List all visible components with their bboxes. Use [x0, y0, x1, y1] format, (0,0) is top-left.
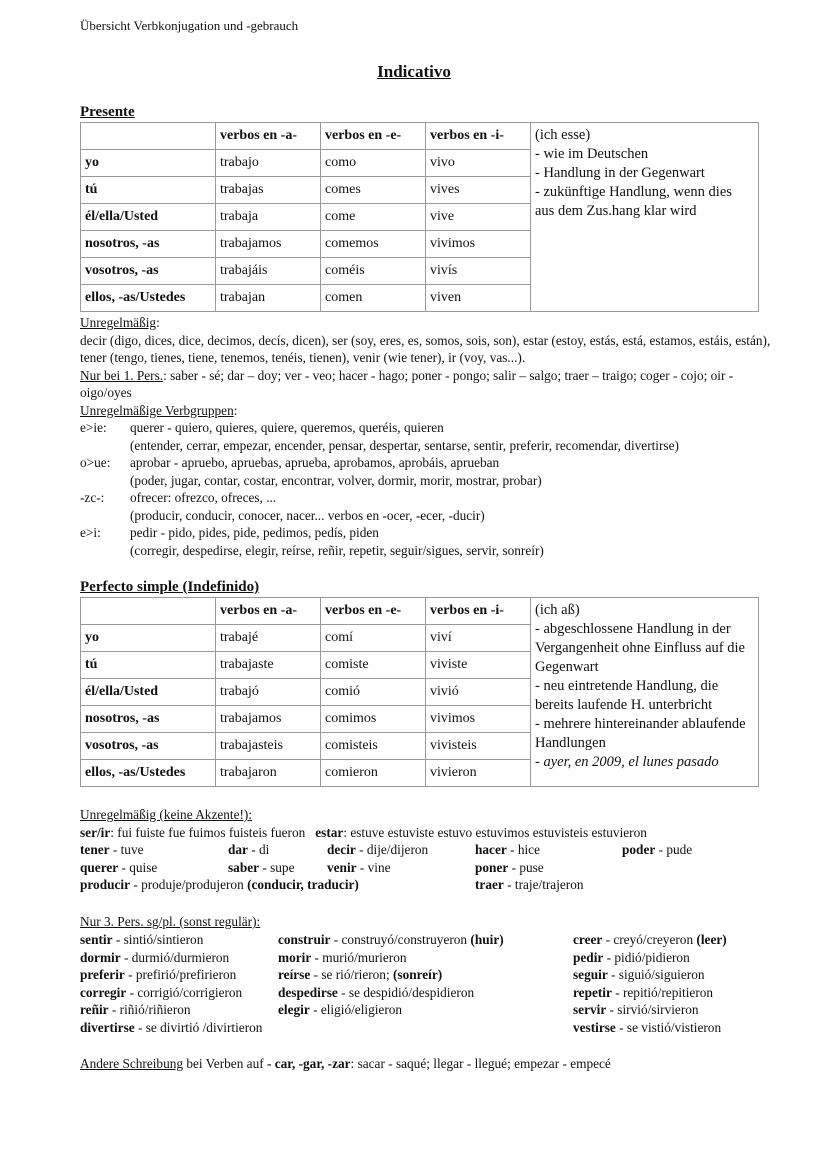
- corner-cell: [81, 123, 216, 150]
- indefinido-title: Perfecto simple (Indefinido): [80, 579, 260, 595]
- table-row: tú trabajas comes vives: [81, 177, 759, 204]
- table-row: ellos, -as/Ustedes trabajaron comieron vivieron: [81, 760, 759, 787]
- presente-table: [80, 122, 759, 312]
- indefinido-notes: (ich aß) - abgeschlossene Handlung in der Vergangenheit ohne Einfluss auf die Gegenwart - neu eintretende Handlung, die bereits laufende H. unterbricht - mehrere hintereinander ablaufende Handlungen - ayer, en 2009, el lunes pasado: [531, 598, 759, 787]
- table-row: ellos, -as/Ustedes trabajan comen viven: [81, 285, 759, 312]
- col-header-i: verbos en -i-: [426, 123, 531, 150]
- table-row: nosotros, -as trabajamos comemos vivimos: [81, 231, 759, 258]
- indefinido-table: verbos en -a- verbos en -e- verbos en -i- (ich aß) - abgeschlossene Handlung in der Vergangenheit ohne Einfluss auf die Gegenwart - neu eintretende Handlung, die bereits laufende H. unterbricht - mehrere hintereinander ablaufende Handlungen - ayer, en 2009, el lunes pasado yo trabajé comí viví tú trabajaste comiste viviste él/ella/Usted trabajó comió vivió nosotros, -as trabajamos comimos vivimos vosotros, -as trabajasteis comisteis vivisteis ellos, -as/Ustedes trabajaron comieron vivieron: [80, 597, 759, 787]
- presente-irregular: Unregelmäßig: decir (digo, dices, dice, decimos, decís, dicen), ser (soy, eres, es, somos, sois, son), estar (estoy, estás, está, estamos, estáis, están), tener (tengo, tienes, tiene, tenemos, tenéis, tienen), venir (wie tener), ir (voy, vas...). Nur bei 1. Pers.: saber - sé; dar – doy; ver - veo; hacer - hago; poner - pongo; salir – salgo; traer – traigo; coger - cojo; oir - oigo/oyes Unregelmäßige Verbgruppen: e>ie: querer - quiero, quieres, quiere, queremos, queréis, quieren (entender, cerrar, empezar, encender, pensar, despertar, sentarse, sentir, preferir, recomendar, divertirse) o>ue: aprobar - apruebo, apruebas, aprueba, aprobamos, aprobáis, aprueban (poder, jugar, contar, costar, encontrar, volver, dormir, morir, mostrar, probar) -zc-: ofrecer: ofrezco, ofreces, ... (producir, conducir, conocer, nacer... verbos en -ocer, -ecer, -ducir) e>i: pedir - pido, pides, pide, pedimos, pedís, piden (corregir, despedirse, elegir, reírse, reñir, repetir, seguir/sigues, servir, sonreír): [80, 315, 771, 558]
- table-row: vosotros, -as trabajasteis comisteis vivisteis: [81, 733, 759, 760]
- presente-notes: (ich esse) - wie im Deutschen - Handlung in der Gegenwart - zukünftige Handlung, wenn dies aus dem Zus.hang klar wird: [531, 123, 759, 312]
- indefinido-irregular: Unregelmäßig (keine Akzente!): ser/ir: fui fuiste fue fuimos fuisteis fueron estar: estuve estuviste estuvo estuvimos estuvisteis estuvieron: [80, 807, 647, 840]
- document-title: Indicativo: [377, 62, 451, 81]
- col-header-e: verbos en -e-: [321, 123, 426, 150]
- table-row: él/ella/Usted trabaja come vive: [81, 204, 759, 231]
- table-row: yo trabajo como vivo: [81, 150, 759, 177]
- third-person-label: Nur 3. Pers. sg/pl. (sonst regulär):: [80, 914, 261, 929]
- page-header: Übersicht Verbkonjugation und -gebrauch: [80, 18, 299, 33]
- table-row: vosotros, -as trabajáis coméis vivís: [81, 258, 759, 285]
- table-row: nosotros, -as trabajamos comimos vivimos: [81, 706, 759, 733]
- table-row: yo trabajé comí viví: [81, 625, 759, 652]
- corner-cell: [81, 598, 216, 625]
- table-row: tú trabajaste comiste viviste: [81, 652, 759, 679]
- col-header-a: verbos en -a-: [216, 123, 321, 150]
- table-row: él/ella/Usted trabajó comió vivió: [81, 679, 759, 706]
- presente-title: Presente: [80, 104, 135, 120]
- spelling-note: Andere Schreibung bei Verben auf - car, -gar, -zar: sacar - saqué; llegar - llegué; empezar - empecé: [80, 1056, 611, 1071]
